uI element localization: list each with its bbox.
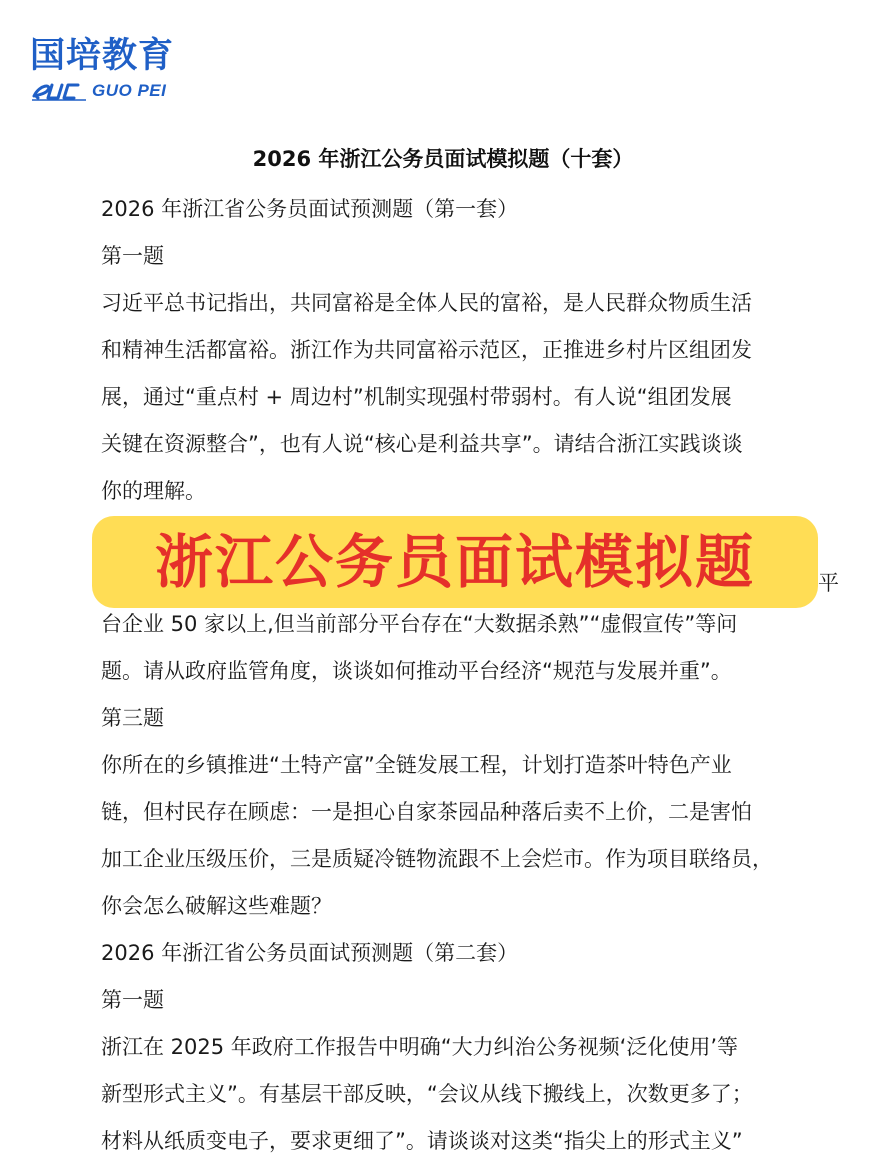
q1-line: 和精神生活都富裕。浙江作为共同富裕示范区，正推进乡村片区组团发 [101, 338, 752, 362]
q1-line: 你的理解。 [101, 479, 206, 503]
q3-line: 你所在的乡镇推进“土特产富”全链发展工程，计划打造茶叶特色产业 [101, 753, 732, 777]
document-title: 2026 年浙江公务员面试模拟题（十套） [252, 147, 634, 171]
logo-chinese-name: 国培教育 [30, 36, 175, 76]
guopei-logo-mark-icon [30, 80, 88, 102]
q3-label: 第三题 [101, 706, 164, 730]
q1-line: 展，通过“重点村 + 周边村”机制实现强村带弱村。有人说“组团发展 [101, 385, 732, 409]
q2-line: 题。请从政府监管角度，谈谈如何推动平台经济“规范与发展并重”。 [101, 659, 732, 683]
brand-logo [30, 36, 200, 102]
set1-heading: 2026 年浙江省公务员面试预测题（第一套） [101, 197, 519, 221]
set2-heading: 2026 年浙江省公务员面试预测题（第二套） [101, 941, 519, 965]
banner-title: 浙江公务员面试模拟题 [154, 528, 755, 596]
q1-line: 关键在资源整合”，也有人说“核心是利益共享”。请结合浙江实践谈谈 [101, 432, 743, 456]
document-body-upper [101, 186, 846, 515]
q3-line: 你会怎么破解这些难题？ [101, 894, 332, 918]
set2-q1-line: 材料从纸质变电子，要求更细了”。请谈谈对这类“指尖上的形式主义” [101, 1129, 743, 1153]
document-body-lower [101, 601, 846, 1165]
promo-banner [92, 516, 818, 608]
q3-line: 链，但村民存在顾虑：一是担心自家茶园品种落后卖不上价，二是害怕 [101, 800, 752, 824]
q2-partial-char: 平 [818, 571, 839, 595]
set2-q1-label: 第一题 [101, 988, 164, 1012]
q3-line: 加工企业压级压价，三是质疑冷链物流跟不上会烂市。作为项目联络员， [101, 847, 773, 871]
q1-line: 习近平总书记指出，共同富裕是全体人民的富裕，是人民群众物质生活 [101, 291, 752, 315]
set2-q1-line: 浙江在 2025 年政府工作报告中明确“大力纠治公务视频‘泛化使用’等 [101, 1035, 739, 1059]
q2-line: 台企业 50 家以上,但当前部分平台存在“大数据杀熟”“虚假宣传”等问 [101, 612, 738, 636]
q1-label: 第一题 [101, 244, 164, 268]
set2-q1-line: 新型形式主义”。有基层干部反映，“会议从线下搬线上，次数更多了； [101, 1082, 753, 1106]
logo-english-name: GUO PEI [92, 81, 167, 100]
logo-english-row [30, 80, 200, 102]
